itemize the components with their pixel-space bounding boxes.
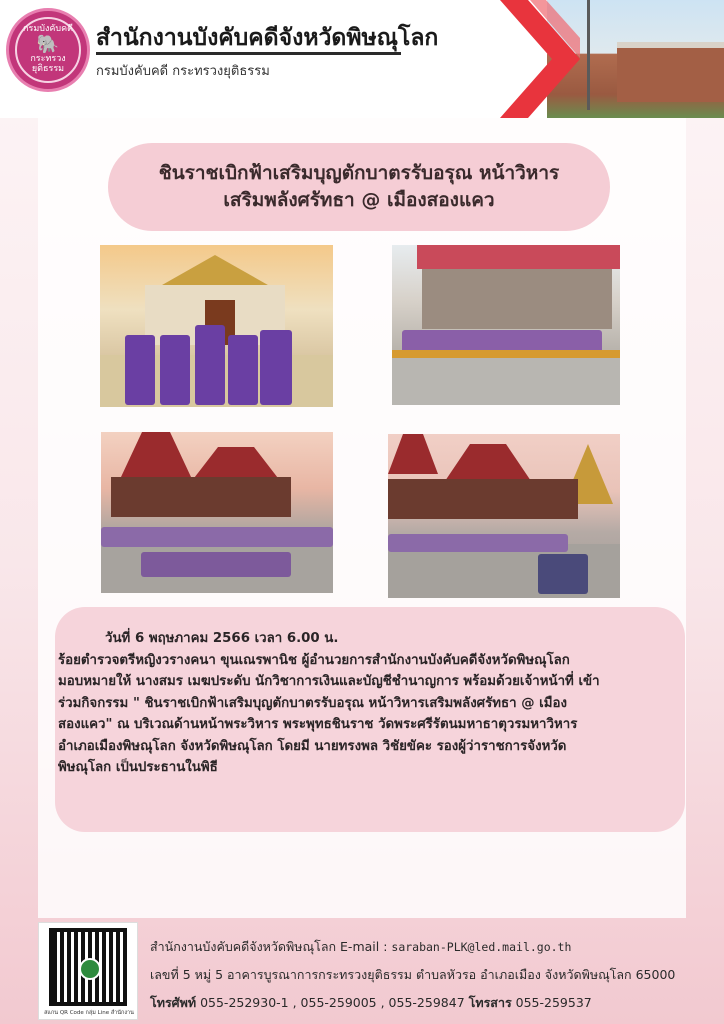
department-logo — [6, 8, 90, 92]
phone-numbers[interactable]: 055-252930-1 , 055-259005 , 055-259847 — [200, 995, 465, 1010]
email-link[interactable]: saraban-PLK@led.mail.go.th — [391, 940, 572, 954]
photo-staff-at-temple — [100, 245, 333, 407]
event-date: วันที่ 6 พฤษภาคม 2566 เวลา 6.00 น. — [105, 631, 339, 646]
logo-emblem: กรมบังคับคดี 🐘 กระทรวงยุติธรรม — [15, 17, 81, 83]
body-line: ร้อยตำรวจตรีหญิงวรางคนา ขุนเณรพานิช ผู้อำนวยการสำนักงานบังคับคดีจังหวัดพิษณุโลก — [58, 652, 570, 668]
header-divider — [96, 52, 401, 55]
footer-phones — [150, 993, 592, 1013]
org-name: สำนักงานบังคับคดีจังหวัดพิษณุโลก — [96, 25, 439, 51]
fax-number: 055-259537 — [515, 995, 592, 1010]
qr-caption: สแกน QR Code กลุ่ม Line สำนักงาน — [44, 1010, 134, 1016]
org-subtitle: กรมบังคับคดี กระทรวงยุติธรรม — [96, 64, 270, 79]
body-line: พิษณุโลก เป็นประธานในพิธี — [58, 760, 218, 775]
body-line: สองแคว" ณ บริเวณด้านหน้าพระวิหาร พระพุทธชินราช วัดพระศรีรัตนมหาธาตุวรมหาวิหาร — [58, 717, 578, 732]
footer-contact-email — [150, 937, 571, 957]
title-line-1: ชินราชเบิกฟ้าเสริมบุญตักบาตรรับอรุณ หน้าวิหาร — [158, 162, 560, 185]
body-line: มอบหมายให้ นางสมร เมฆประดับ นักวิชาการเงินและบัญชีชำนาญการ พร้อมด้วยเจ้าหน้าที่ เข้า — [58, 674, 600, 689]
footer-address: เลขที่ 5 หมู่ 5 อาคารบูรณาการกระทรวงยุติธรรม ตำบลหัวรอ อำเภอเมือง จังหวัดพิษณุโลก 65000 — [150, 967, 676, 982]
qr-code-icon — [49, 928, 127, 1006]
body-line: ร่วมกิจกรรม " ชินราชเบิกฟ้าเสริมบุญตักบาตรรับอรุณ หน้าวิหารเสริมพลังศรัทธา @ เมือง — [58, 695, 567, 711]
footer-org-email-label: สำนักงานบังคับคดีจังหวัดพิษณุโลก E-mail : — [150, 939, 392, 954]
page-header — [0, 0, 724, 118]
photo-temple-crowd-right — [388, 434, 620, 598]
phone-label: โทรศัพท์ — [150, 995, 197, 1010]
fax-label: โทรสาร — [468, 995, 512, 1010]
line-group-qr[interactable] — [38, 922, 138, 1020]
building — [617, 42, 724, 102]
photo-temple-crowd-left — [101, 432, 333, 593]
flag-pole — [587, 0, 590, 110]
logo-text-top: กรมบังคับคดี — [23, 24, 73, 35]
news-title — [108, 143, 610, 231]
photo-alms-giving-pavilion — [392, 245, 620, 405]
body-line: อำเภอเมืองพิษณุโลก จังหวัดพิษณุโลก โดยมี นายทรงพล วิชัยขัคะ รองผู้ว่าราชการจังหวัด — [58, 738, 567, 754]
news-body — [58, 628, 682, 779]
red-chevron-decoration — [500, 0, 580, 118]
title-line-2: เสริมพลังศรัทธา @ เมืองสองแคว — [223, 189, 495, 211]
logo-text-bottom: กระทรวงยุติธรรม — [30, 54, 66, 74]
